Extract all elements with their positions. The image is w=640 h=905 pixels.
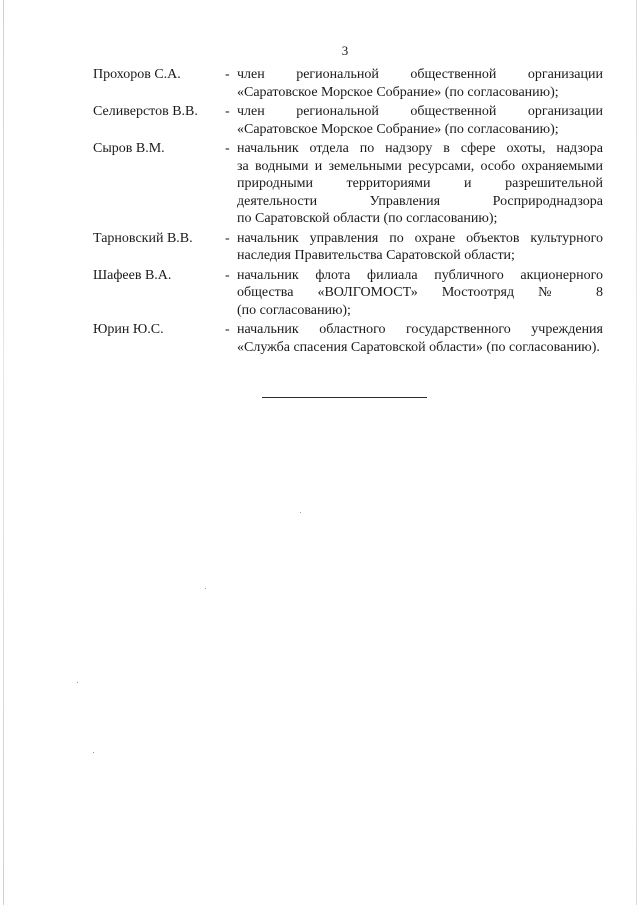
description-line: общества «ВОЛГОМОСТ» Мостоотряд № 8 xyxy=(237,285,603,300)
member-name: Юрин Ю.С. xyxy=(93,322,164,337)
list-item xyxy=(93,140,603,228)
list-item xyxy=(93,66,603,101)
member-list xyxy=(93,66,603,358)
scan-speck xyxy=(93,752,94,753)
member-description xyxy=(237,66,603,101)
member-name: Тарновский В.В. xyxy=(93,230,193,246)
member-name: Сыров В.М. xyxy=(93,141,165,156)
member-description xyxy=(237,230,603,265)
closing-rule xyxy=(262,397,427,398)
scan-speck xyxy=(300,512,301,513)
member-name: Селиверстов В.В. xyxy=(93,104,198,119)
member-description xyxy=(237,103,603,138)
member-description xyxy=(237,267,603,320)
dash-separator: - xyxy=(225,104,230,119)
description-line: наследия Правительства Саратовской области; xyxy=(237,248,515,263)
description-line: член региональной общественной организации xyxy=(237,67,603,82)
scan-edge-right xyxy=(636,0,637,905)
member-name: Шафеев В.А. xyxy=(93,267,172,283)
description-line: природными территориями и разрешительной xyxy=(237,176,603,191)
description-line: начальник флота филиала публичного акционерного xyxy=(237,267,603,283)
dash-separator: - xyxy=(225,67,230,82)
member-description xyxy=(237,140,603,228)
description-line: деятельности Управления Росприроднадзора xyxy=(237,193,603,209)
description-line: (по согласованию); xyxy=(237,302,351,318)
page-number: 3 xyxy=(341,43,349,58)
list-item xyxy=(93,321,603,356)
dash-separator: - xyxy=(225,230,230,246)
description-line: член региональной общественной организации xyxy=(237,104,603,119)
scan-speck xyxy=(77,682,78,683)
list-item xyxy=(93,230,603,265)
member-description xyxy=(237,321,603,356)
description-line: «Саратовское Морское Собрание» (по согласованию); xyxy=(237,121,559,137)
dash-separator: - xyxy=(225,322,230,337)
scan-edge-left xyxy=(3,0,4,905)
description-line: начальник областного государственного учреждения xyxy=(237,322,603,337)
description-line: по Саратовской области (по согласованию); xyxy=(237,211,498,226)
scan-speck xyxy=(205,588,206,589)
list-item xyxy=(93,103,603,138)
dash-separator: - xyxy=(225,141,230,156)
member-name: Прохоров С.А. xyxy=(93,67,181,82)
description-line: за водными и земельными ресурсами, особо охраняемыми xyxy=(237,158,603,174)
dash-separator: - xyxy=(225,267,230,283)
description-line: «Саратовское Морское Собрание» (по согласованию); xyxy=(237,84,559,100)
description-line: начальник управления по охране объектов культурного xyxy=(237,230,603,246)
description-line: «Служба спасения Саратовской области» (по согласованию). xyxy=(237,339,600,355)
list-item xyxy=(93,267,603,320)
description-line: начальник отдела по надзору в сфере охоты, надзора xyxy=(237,141,603,156)
